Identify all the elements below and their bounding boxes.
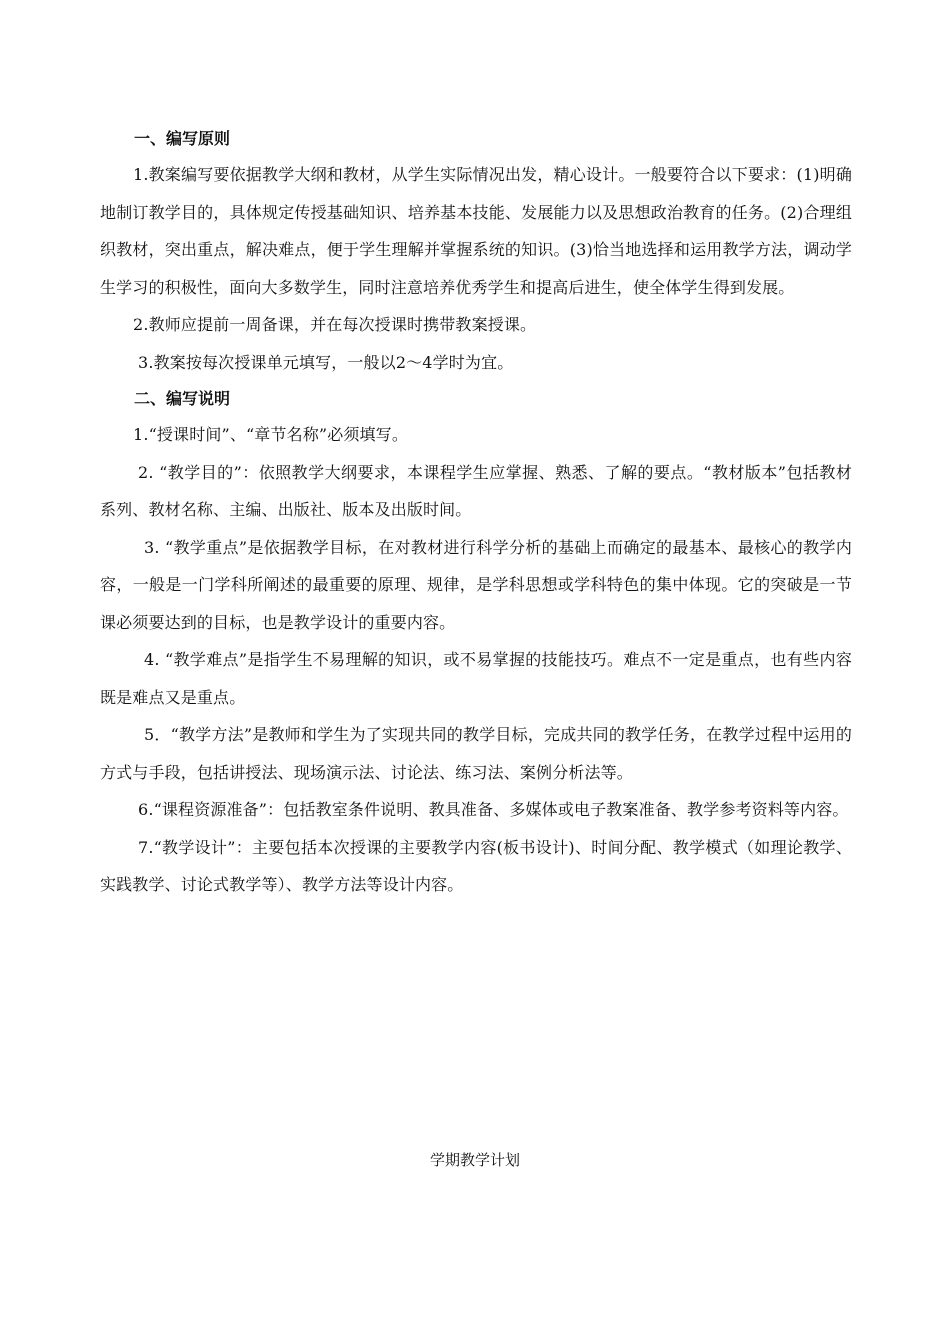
instruction-paragraph-4: 4. “教学难点”是指学生不易理解的知识，或不易掌握的技能技巧。难点不一定是重点，也有些内容既是难点又是重点。 — [100, 650, 852, 707]
principle-paragraph-2: 2.教师应提前一周备课，并在每次授课时携带教案授课。 — [133, 315, 537, 334]
principle-paragraph-3: 3.教案按每次授课单元填写，一般以2～4学时为宜。 — [138, 352, 514, 372]
section-heading-instructions: 二、编写说明 — [134, 389, 231, 408]
instruction-paragraph-6: 6.“课程资源准备”：包括教室条件说明、教具准备、多媒体或电子教案准备、教学参考资料等内容。 — [138, 800, 849, 819]
section-heading-principles: 一、编写原则 — [134, 129, 231, 148]
instruction-paragraph-5: 5．“教学方法”是教师和学生为了实现共同的教学目标，完成共同的教学任务，在教学过程中运用的方式与手段，包括讲授法、现场演示法、讨论法、练习法、案例分析法等。 — [100, 725, 852, 782]
instruction-paragraph-3: 3. “教学重点”是依据教学目标，在对教材进行科学分析的基础上而确定的最基本、最核心的教学内容，一般是一门学科所阐述的最重要的原理、规律，是学科思想或学科特色的集中体现。它的突破是一节课必须要达到的目标，也是教学设计的重要内容。 — [100, 537, 852, 632]
instruction-paragraph-2: 2. “教学目的”：依照教学大纲要求，本课程学生应掌握、熟悉、了解的要点。“教材版本”包括教材系列、教材名称、主编、出版社、版本及出版时间。 — [100, 462, 852, 519]
page-footer-title: 学期教学计划 — [429, 1151, 520, 1169]
instruction-paragraph-7: 7.“教学设计”：主要包括本次授课的主要教学内容(板书设计)、时间分配、教学模式（如理论教学、实践教学、讨论式教学等）、教学方法等设计内容。 — [100, 837, 852, 894]
instruction-paragraph-1: 1.“授课时间”、“章节名称”必须填写。 — [133, 425, 408, 444]
document-body — [100, 121, 852, 904]
principle-paragraph-1: 1.教案编写要依据教学大纲和教材，从学生实际情况出发，精心设计。一般要符合以下要求：(1)明确地制订教学目的，具体规定传授基础知识、培养基本技能、发展能力以及思想政治教育的任务。(2)合理组织教材，突出重点，解决难点，便于学生理解并掌握系统的知识。(3)恰当地选择和运用教学方法，调动学生学习的积极性，面向大多数学生，同时注意培养优秀学生和提高后进生，使全体学生得到发展。 — [100, 165, 852, 297]
